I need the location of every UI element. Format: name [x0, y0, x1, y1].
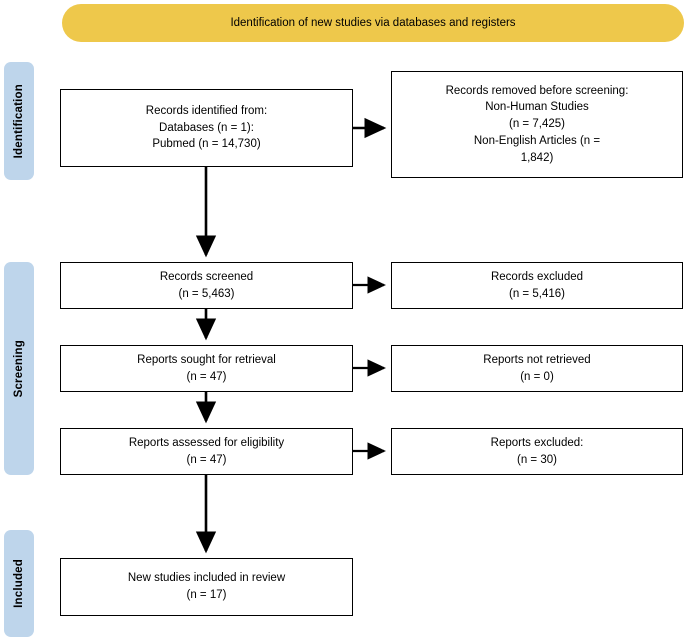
- box-records-identified: [60, 89, 353, 167]
- box-line: Pubmed (n = 14,730): [152, 138, 261, 151]
- stage-label-identification-text: Identification: [13, 83, 25, 159]
- box-line: (n = 7,425): [509, 118, 565, 131]
- box-records-screened: [60, 262, 353, 309]
- box-line: (n = 17): [186, 589, 227, 601]
- box-line: (n = 5,416): [509, 287, 565, 300]
- box-line: (n = 5,463): [178, 287, 235, 300]
- box-line: Records removed before screening:: [445, 84, 629, 97]
- box-line: Reports excluded:: [490, 436, 584, 449]
- box-reports-excluded: [391, 428, 683, 475]
- box-records-excluded: [391, 262, 683, 309]
- box-line: Records screened: [159, 270, 254, 283]
- box-line: New studies included in review: [127, 572, 286, 585]
- box-line: Databases (n = 1):: [159, 121, 254, 134]
- box-line: Reports not retrieved: [483, 353, 591, 366]
- box-line: Non-English Articles (n =: [473, 134, 601, 147]
- diagram-banner: [62, 4, 684, 42]
- stage-label-identification: [4, 62, 34, 180]
- box-line: (n = 47): [186, 370, 227, 383]
- banner-title: Identification of new studies via databases and registers: [230, 16, 516, 29]
- box-line: 1,842): [520, 151, 554, 164]
- box-line: Records identified from:: [145, 104, 268, 117]
- stage-label-included: [4, 530, 34, 637]
- stage-label-included-text: Included: [13, 559, 25, 608]
- box-reports-assessed: [60, 428, 353, 475]
- box-line: (n = 30): [517, 453, 557, 466]
- stage-label-screening: [4, 262, 34, 475]
- box-reports-sought: [60, 345, 353, 392]
- box-line: Records excluded: [490, 270, 584, 283]
- box-line: Non-Human Studies: [485, 101, 589, 114]
- box-line: Reports assessed for eligibility: [128, 436, 285, 449]
- stage-label-screening-text: Screening: [13, 339, 25, 398]
- box-line: (n = 0): [520, 370, 554, 383]
- box-records-removed: [391, 71, 683, 178]
- box-studies-included: [60, 558, 353, 616]
- box-reports-not-retrieved: [391, 345, 683, 392]
- box-line: (n = 47): [186, 453, 227, 466]
- box-line: Reports sought for retrieval: [137, 353, 276, 366]
